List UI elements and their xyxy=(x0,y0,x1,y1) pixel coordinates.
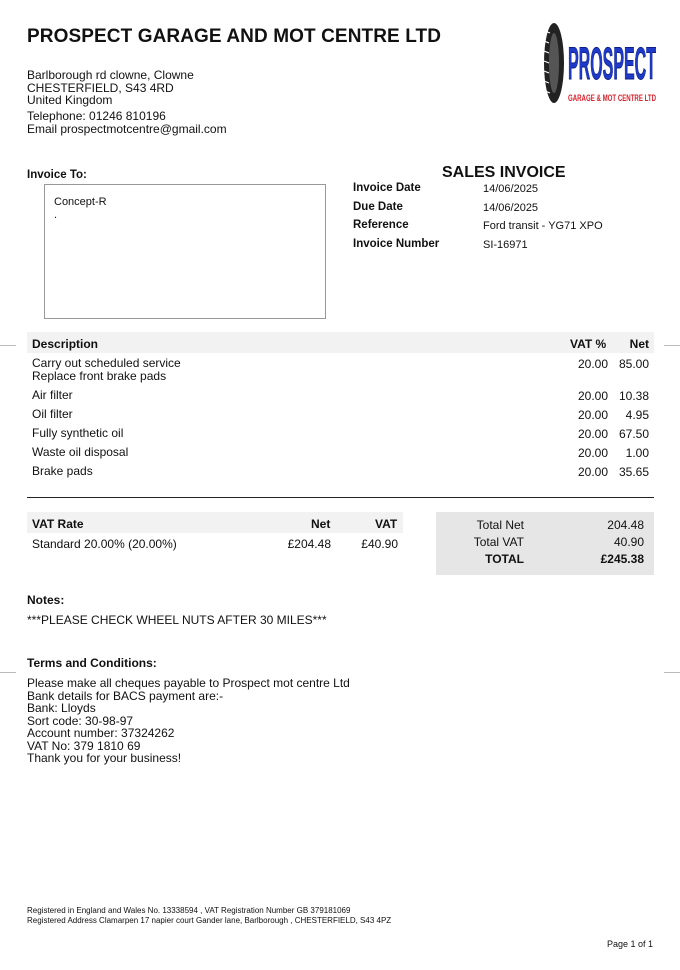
fold-mark xyxy=(0,672,16,673)
item-vat: 20.00 xyxy=(577,408,608,422)
address-line-1: Barlborough rd clowne, Clowne xyxy=(27,68,194,82)
terms-line: Please make all cheques payable to Prospect mot centre Ltd xyxy=(27,676,350,690)
item-net: 35.65 xyxy=(618,465,649,479)
vat-percent-header: VAT % xyxy=(570,337,607,351)
page-number: Page 1 of 1 xyxy=(606,939,653,949)
table-row xyxy=(32,357,181,383)
registration-footer xyxy=(27,906,391,926)
item-description: Air filter xyxy=(32,388,73,402)
terms-line: VAT No: 379 1810 69 xyxy=(27,738,141,753)
grand-total-label: TOTAL xyxy=(485,552,524,566)
total-vat-value: 40.90 xyxy=(613,535,644,549)
customer-address-line: . xyxy=(54,209,58,221)
terms-text xyxy=(27,677,350,765)
company-telephone: Telephone: 01246 810196 xyxy=(27,109,166,123)
company-email: Email prospectmotcentre@gmail.com xyxy=(27,122,227,136)
invoice-date-value: 14/06/2025 xyxy=(483,183,539,195)
tyre-icon xyxy=(542,21,658,109)
item-net: 10.38 xyxy=(618,389,649,403)
terms-label: Terms and Conditions: xyxy=(27,656,157,670)
customer-name: Concept-R xyxy=(54,196,107,208)
vat-rate-header: VAT Rate xyxy=(32,517,84,531)
item-net: 4.95 xyxy=(625,408,649,422)
item-vat: 20.00 xyxy=(577,465,608,479)
description-header: Description xyxy=(32,337,99,351)
due-date-value: 14/06/2025 xyxy=(483,202,539,214)
vat-amount-value: £40.90 xyxy=(361,537,398,551)
item-net: 67.50 xyxy=(618,427,649,441)
logo-main-text: PROSPECT xyxy=(568,38,656,90)
item-description: Oil filter xyxy=(32,407,73,421)
notes-label: Notes: xyxy=(27,593,65,607)
footer-line-2: Registered Address Clamarpen 17 napier court Gander lane, Barlborough , CHESTERFIELD, S43 4PZ xyxy=(27,916,392,925)
fold-mark xyxy=(664,345,680,346)
vat-net-value: £204.48 xyxy=(287,537,331,551)
item-net: 85.00 xyxy=(618,357,649,371)
logo-sub-text: GARAGE & MOT CENTRE LTD xyxy=(568,93,657,103)
terms-line: Bank: Lloyds xyxy=(27,701,96,715)
due-date-label: Due Date xyxy=(353,201,403,213)
vat-rate-value: Standard 20.00% (20.00%) xyxy=(32,537,177,551)
company-name: PROSPECT GARAGE AND MOT CENTRE LTD xyxy=(27,26,442,47)
company-address xyxy=(27,69,194,107)
terms-line: Sort code: 30-98-97 xyxy=(27,713,134,728)
company-logo xyxy=(542,21,658,109)
item-vat: 20.00 xyxy=(577,427,608,441)
address-line-3: United Kingdom xyxy=(27,93,113,107)
reference-label: Reference xyxy=(353,219,409,231)
invoice-number-label: Invoice Number xyxy=(353,238,440,250)
reference-value: Ford transit - YG71 XPO xyxy=(483,220,603,232)
fold-mark xyxy=(0,345,16,346)
item-vat: 20.00 xyxy=(577,389,608,403)
vat-net-header: Net xyxy=(311,517,331,531)
total-net-label: Total Net xyxy=(476,518,524,532)
invoice-to-label: Invoice To: xyxy=(27,169,87,181)
net-header: Net xyxy=(629,337,649,351)
item-description: Waste oil disposal xyxy=(32,445,129,459)
company-contact xyxy=(27,110,227,136)
address-line-2: CHESTERFIELD, S43 4RD xyxy=(27,80,174,95)
item-net: 1.00 xyxy=(625,446,649,460)
vat-amount-header: VAT xyxy=(375,517,398,531)
grand-total-value: £245.38 xyxy=(600,552,644,566)
sales-invoice-title: SALES INVOICE xyxy=(442,164,566,181)
footer-line-1: Registered in England and Wales No. 13338594 , VAT Registration Number GB 379181069 xyxy=(27,906,351,915)
item-description-extra: Replace front brake pads xyxy=(32,369,167,383)
item-vat: 20.00 xyxy=(577,357,608,371)
table-divider xyxy=(27,497,654,498)
terms-line: Bank details for BACS payment are:- xyxy=(27,688,224,703)
item-vat: 20.00 xyxy=(577,446,608,460)
invoice-number-value: SI-16971 xyxy=(483,239,528,251)
terms-line: Account number: 37324262 xyxy=(27,726,175,740)
notes-text: ***PLEASE CHECK WHEEL NUTS AFTER 30 MILES*** xyxy=(27,613,327,627)
fold-mark xyxy=(664,672,680,673)
total-net-value: 204.48 xyxy=(607,518,644,532)
total-vat-label: Total VAT xyxy=(473,535,524,549)
item-description: Fully synthetic oil xyxy=(32,426,124,440)
item-description: Brake pads xyxy=(32,464,93,478)
invoice-to-address xyxy=(54,196,107,222)
terms-line: Thank you for your business! xyxy=(27,751,182,765)
item-description: Carry out scheduled service xyxy=(32,356,181,370)
items-table-header xyxy=(27,332,654,353)
invoice-date-label: Invoice Date xyxy=(353,182,421,194)
